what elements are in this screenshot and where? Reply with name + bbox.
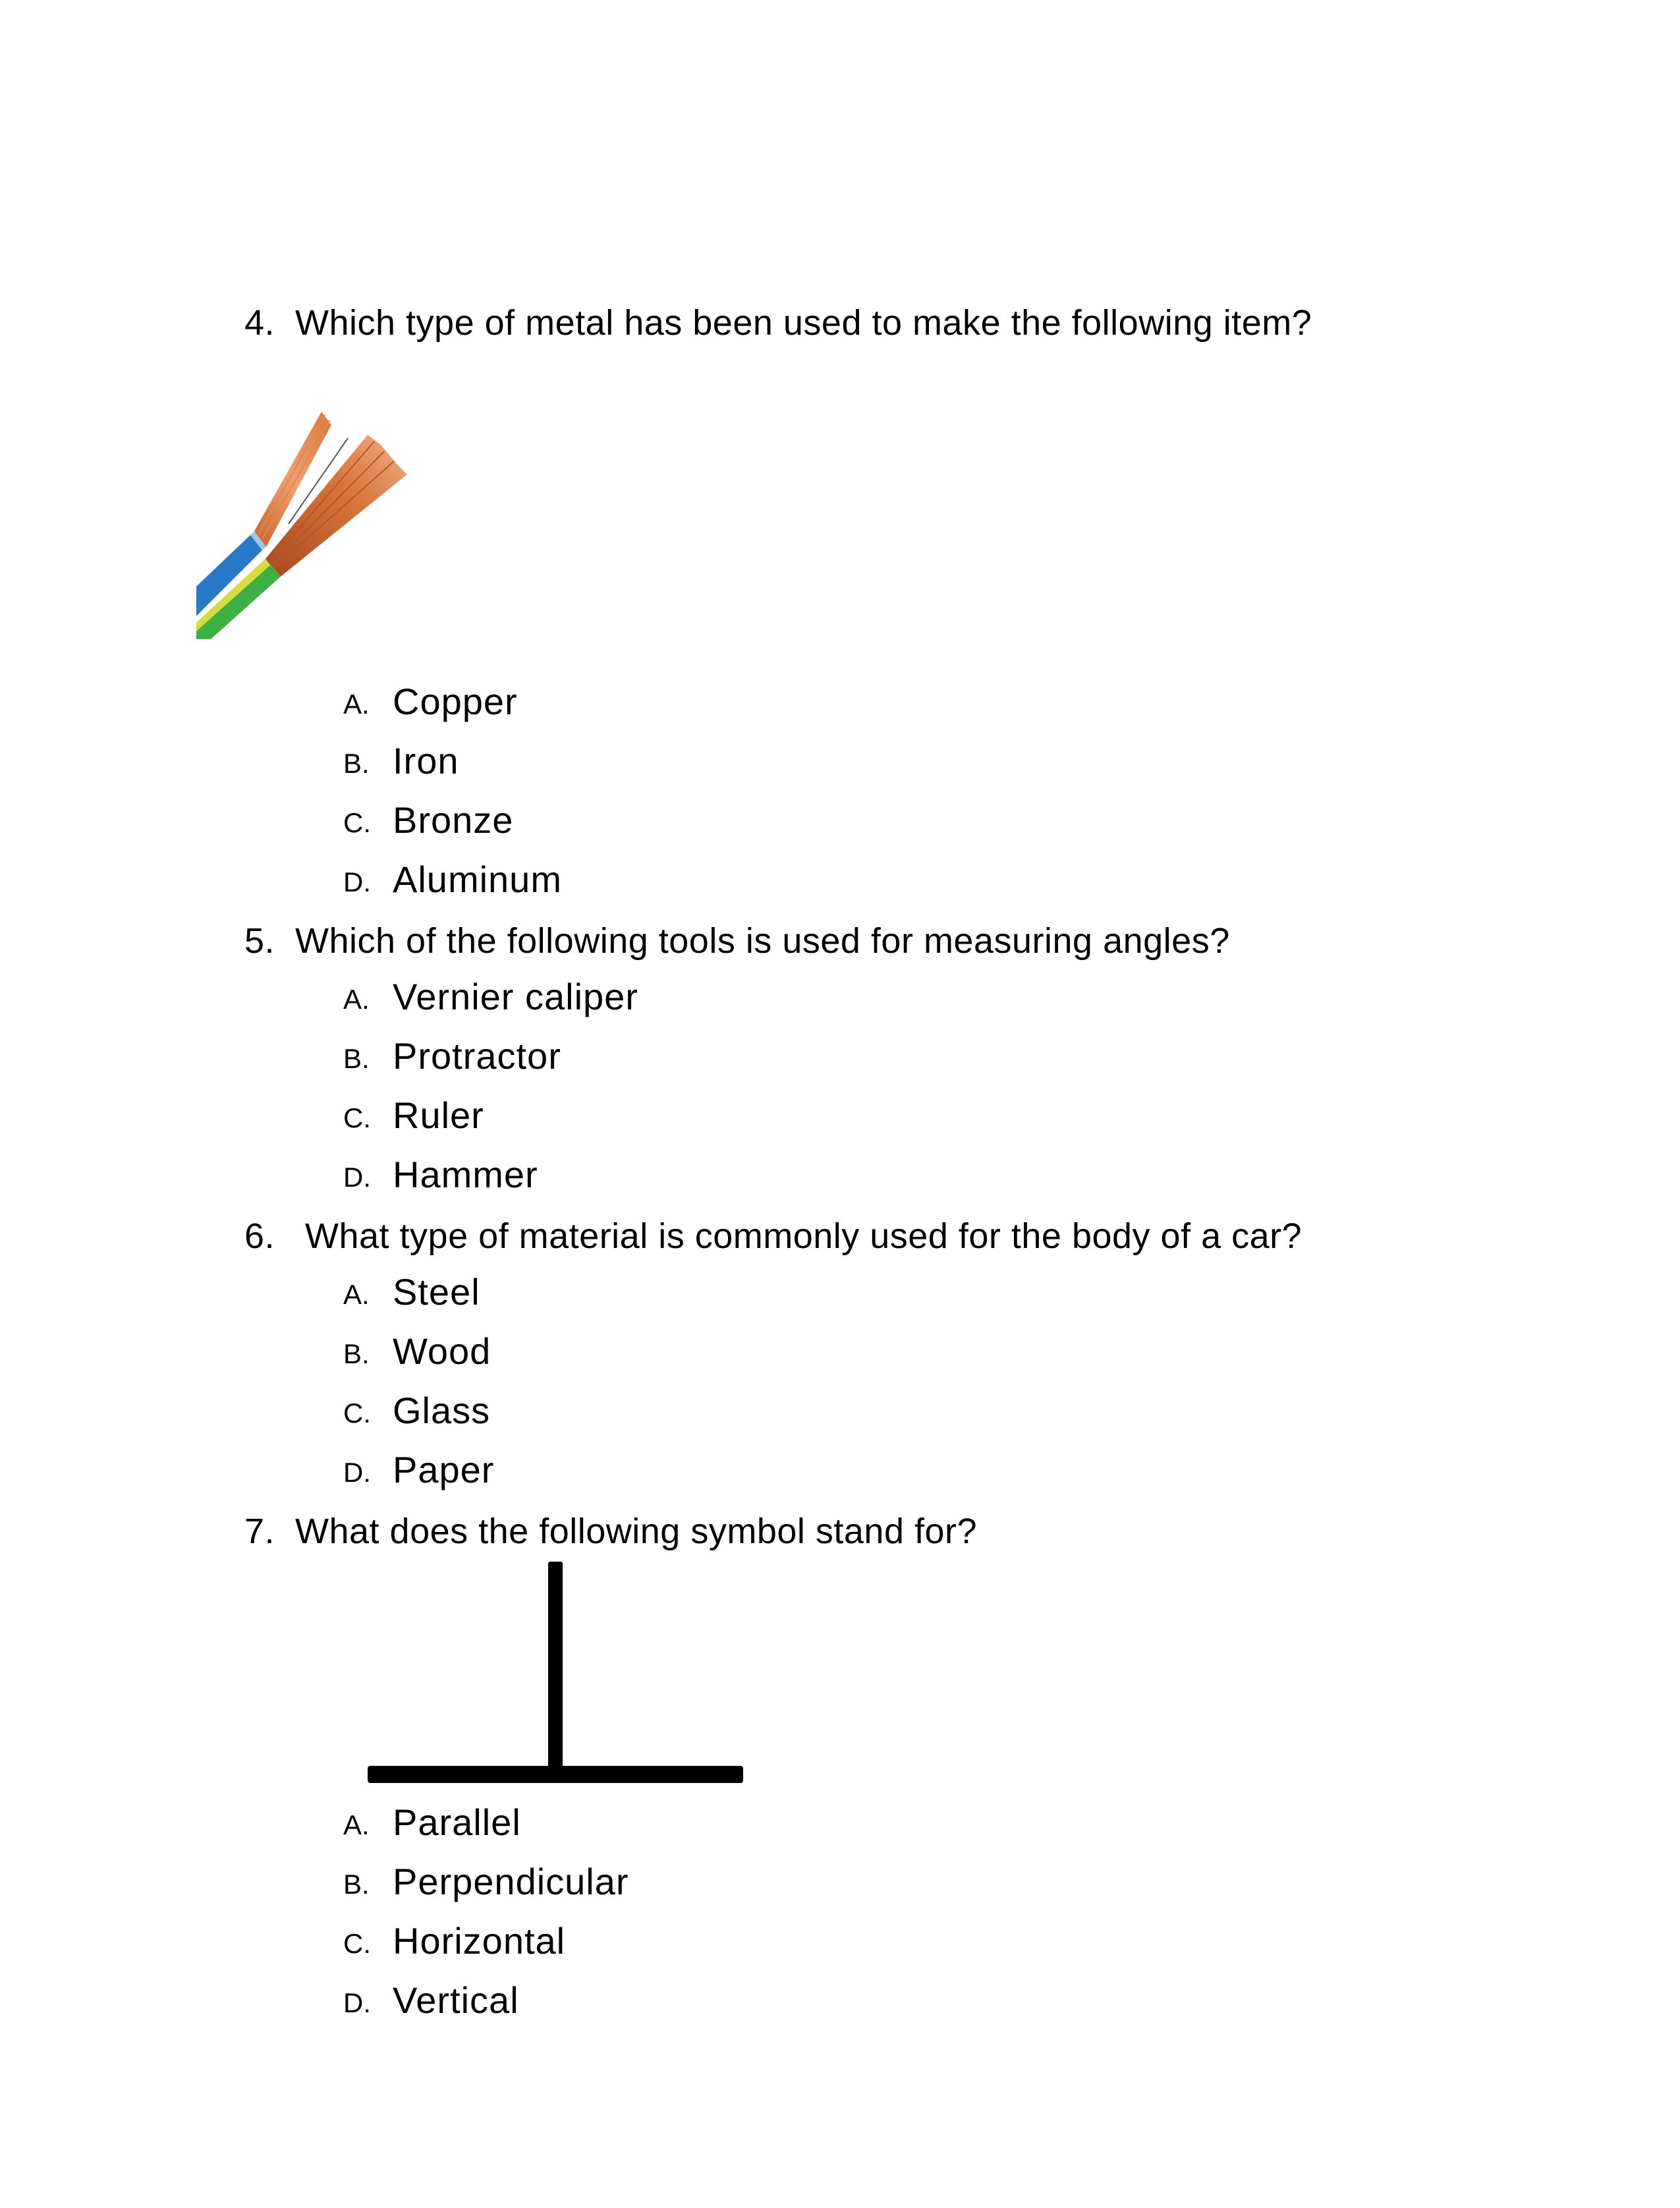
option-c[interactable] xyxy=(343,1381,491,1440)
option-letter: B. xyxy=(343,748,370,779)
question-text: What type of material is commonly used for the body of a car? xyxy=(305,1216,1302,1256)
question-number: 4. xyxy=(244,303,275,343)
option-b[interactable] xyxy=(343,1027,561,1086)
option-a[interactable] xyxy=(343,672,518,731)
option-a[interactable] xyxy=(343,1262,480,1322)
question-text: Which of the following tools is used for measuring angles? xyxy=(295,921,1230,961)
option-letter: A. xyxy=(343,689,370,720)
option-text: Wood xyxy=(393,1330,491,1372)
option-letter: C. xyxy=(343,1398,371,1429)
option-b[interactable] xyxy=(343,1322,491,1381)
option-text: Protractor xyxy=(393,1035,561,1077)
option-text: Ruler xyxy=(393,1094,484,1136)
option-c[interactable] xyxy=(343,791,514,850)
option-text: Parallel xyxy=(393,1801,521,1843)
option-text: Copper xyxy=(393,681,518,722)
option-letter: D. xyxy=(343,1987,371,2018)
option-text: Steel xyxy=(393,1271,480,1313)
option-text: Aluminum xyxy=(393,859,562,900)
option-text: Hammer xyxy=(393,1154,538,1195)
option-letter: C. xyxy=(343,1928,371,1959)
option-text: Perpendicular xyxy=(393,1861,629,1902)
option-c[interactable] xyxy=(343,1911,566,1971)
option-text: Iron xyxy=(393,740,459,781)
option-letter: A. xyxy=(343,1279,370,1310)
stripped-copper-wire-icon xyxy=(196,389,434,639)
option-letter: B. xyxy=(343,1869,370,1900)
option-text: Vernier caliper xyxy=(393,976,638,1017)
option-a[interactable] xyxy=(343,967,638,1027)
option-d[interactable] xyxy=(343,1971,519,2030)
option-d[interactable] xyxy=(343,850,562,909)
option-text: Bronze xyxy=(393,799,514,841)
option-letter: A. xyxy=(343,1809,370,1840)
option-c[interactable] xyxy=(343,1086,484,1145)
option-text: Horizontal xyxy=(393,1920,566,1962)
option-b[interactable] xyxy=(343,1852,629,1911)
option-letter: A. xyxy=(343,984,370,1015)
option-letter: D. xyxy=(343,866,371,897)
option-letter: C. xyxy=(343,1102,371,1133)
question-7 xyxy=(244,1508,978,1647)
option-d[interactable] xyxy=(343,1440,495,1500)
option-letter: D. xyxy=(343,1457,371,1488)
option-letter: C. xyxy=(343,807,371,838)
option-letter: B. xyxy=(343,1043,370,1074)
option-text: Paper xyxy=(393,1449,495,1490)
option-a[interactable] xyxy=(343,1793,521,1852)
question-number: 7. xyxy=(244,1512,275,1551)
question-text: Which type of metal has been used to make the following item? xyxy=(295,303,1312,343)
question-number: 6. xyxy=(244,1216,275,1256)
option-text: Vertical xyxy=(393,1979,519,2021)
perpendicular-symbol-icon xyxy=(362,1555,751,1792)
option-letter: B. xyxy=(343,1338,370,1369)
option-b[interactable] xyxy=(343,731,459,791)
question-number: 5. xyxy=(244,921,275,961)
option-d[interactable] xyxy=(343,1145,538,1204)
option-text: Glass xyxy=(393,1390,491,1431)
option-letter: D. xyxy=(343,1162,371,1193)
question-text: What does the following symbol stand for? xyxy=(295,1512,978,1551)
